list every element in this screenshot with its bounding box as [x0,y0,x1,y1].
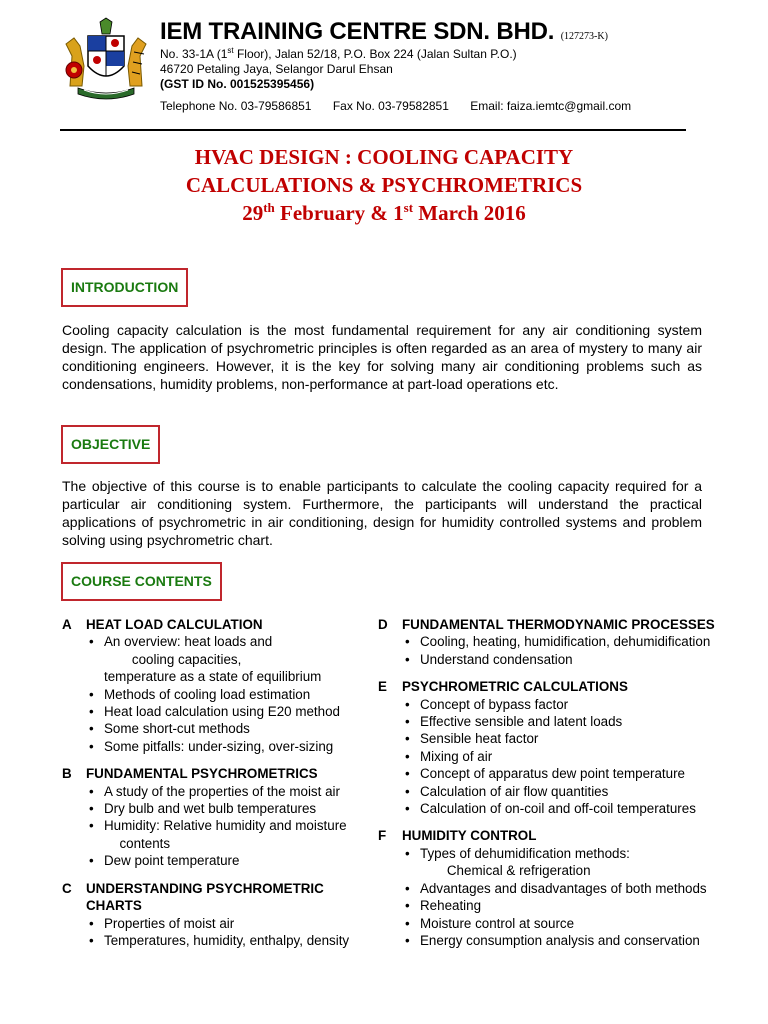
list-item: • Reheating [378,897,748,914]
list-item: • Effective sensible and latent loads [378,713,748,730]
email-address: Email: faiza.iemtc@gmail.com [470,99,632,113]
list-item: • Types of dehumidification methods: Chemical & refrigeration [378,845,748,880]
list-item: • Humidity: Relative humidity and moisture contents [62,817,372,852]
list-item: • Mixing of air [378,748,748,765]
address-line-1: No. 33-1A (1st Floor), Jalan 52/18, P.O. Box 224 (Jalan Sultan P.O.) [160,46,517,61]
list-item: • Temperatures, humidity, enthalpy, density [62,932,372,949]
list-item: • Dry bulb and wet bulb temperatures [62,800,372,817]
list-item: • Properties of moist air [62,915,372,932]
section-heading: A HEAT LOAD CALCULATION [62,617,263,632]
contact-line [160,99,649,113]
list-item: • Methods of cooling load estimation [62,686,372,703]
section-c [62,880,372,950]
list-item: • Advantages and disadvantages of both methods [378,880,748,897]
course-contents-heading: COURSE CONTENTS [61,562,222,601]
list-item: • Concept of bypass factor [378,696,748,713]
section-f [378,827,748,949]
list-item: • Energy consumption analysis and conservation [378,932,748,949]
org-name: IEM TRAINING CENTRE SDN. BHD. (127273-K) [160,18,608,45]
section-b [62,765,372,869]
section-heading: F HUMIDITY CONTROL [378,828,537,844]
telephone-number: Telephone No. 03-79586851 [160,99,312,113]
introduction-heading: INTRODUCTION [61,268,188,307]
section-heading: D FUNDAMENTAL THERMODYNAMIC PROCESSES [378,617,715,632]
header-divider [60,129,686,131]
list-item: • A study of the properties of the moist air [62,783,372,800]
course-title-line-2: CALCULATIONS & PSYCHROMETRICS [185,173,583,197]
course-date: 29th February & 1st March 2016 [242,200,526,225]
objective-text: The objective of this course is to enable participants to calculate the cooling capacity required for a particular air conditioning system. Furthermore, the participants will understand the practical applications of psychrometric in air conditioning, design for humidity controlled systems and problem solving using psychrometric chart. [62,478,702,548]
list-item: • Sensible heat factor [378,730,748,747]
list-item: • Some pitfalls: under-sizing, over-sizing [62,738,372,755]
list-item: • Concept of apparatus dew point temperature [378,765,748,782]
objective-heading: OBJECTIVE [61,425,160,464]
list-item: • Calculation of air flow quantities [378,783,748,800]
section-heading: E PSYCHROMETRIC CALCULATIONS [378,679,628,695]
list-item: • Calculation of on-coil and off-coil temperatures [378,800,748,817]
section-e [378,678,748,817]
address-line-2: 46720 Petaling Jaya, Selangor Darul Ehsan [160,62,393,76]
list-item: • Heat load calculation using E20 method [62,703,372,720]
section-d [378,616,748,668]
gst-id: (GST ID No. 001525395456) [160,77,315,91]
section-a [62,616,372,755]
section-heading: C UNDERSTANDING PSYCHROMETRIC CHARTS [62,880,324,914]
course-title-line-1: HVAC DESIGN : COOLING CAPACITY [194,145,574,169]
course-contents-right-column [378,616,748,949]
list-item: • Cooling, heating, humidification, dehumidification [378,633,748,650]
list-item: • Understand condensation [378,651,748,668]
org-crest-logo [60,16,152,100]
list-item: • An overview: heat loads and cooling capacities, temperature as a state of equilibrium [62,633,372,685]
list-item: • Moisture control at source [378,915,748,932]
fax-number: Fax No. 03-79582851 [332,99,449,113]
list-item: • Some short-cut methods [62,720,372,737]
section-heading: B FUNDAMENTAL PSYCHROMETRICS [62,766,318,782]
list-item: • Dew point temperature [62,852,372,869]
course-contents-left-column [62,616,372,949]
org-registration-number: (127273-K) [560,31,608,42]
introduction-text: Cooling capacity calculation is the most fundamental requirement for any air conditioning system design. The application of psychrometric principles is often regarded as an area of mystery to many air conditioning engineers. However, it is the key for solving many air conditioning problems such as condensations, humidity problems, non-performance at part-load operations etc. [62,322,702,392]
